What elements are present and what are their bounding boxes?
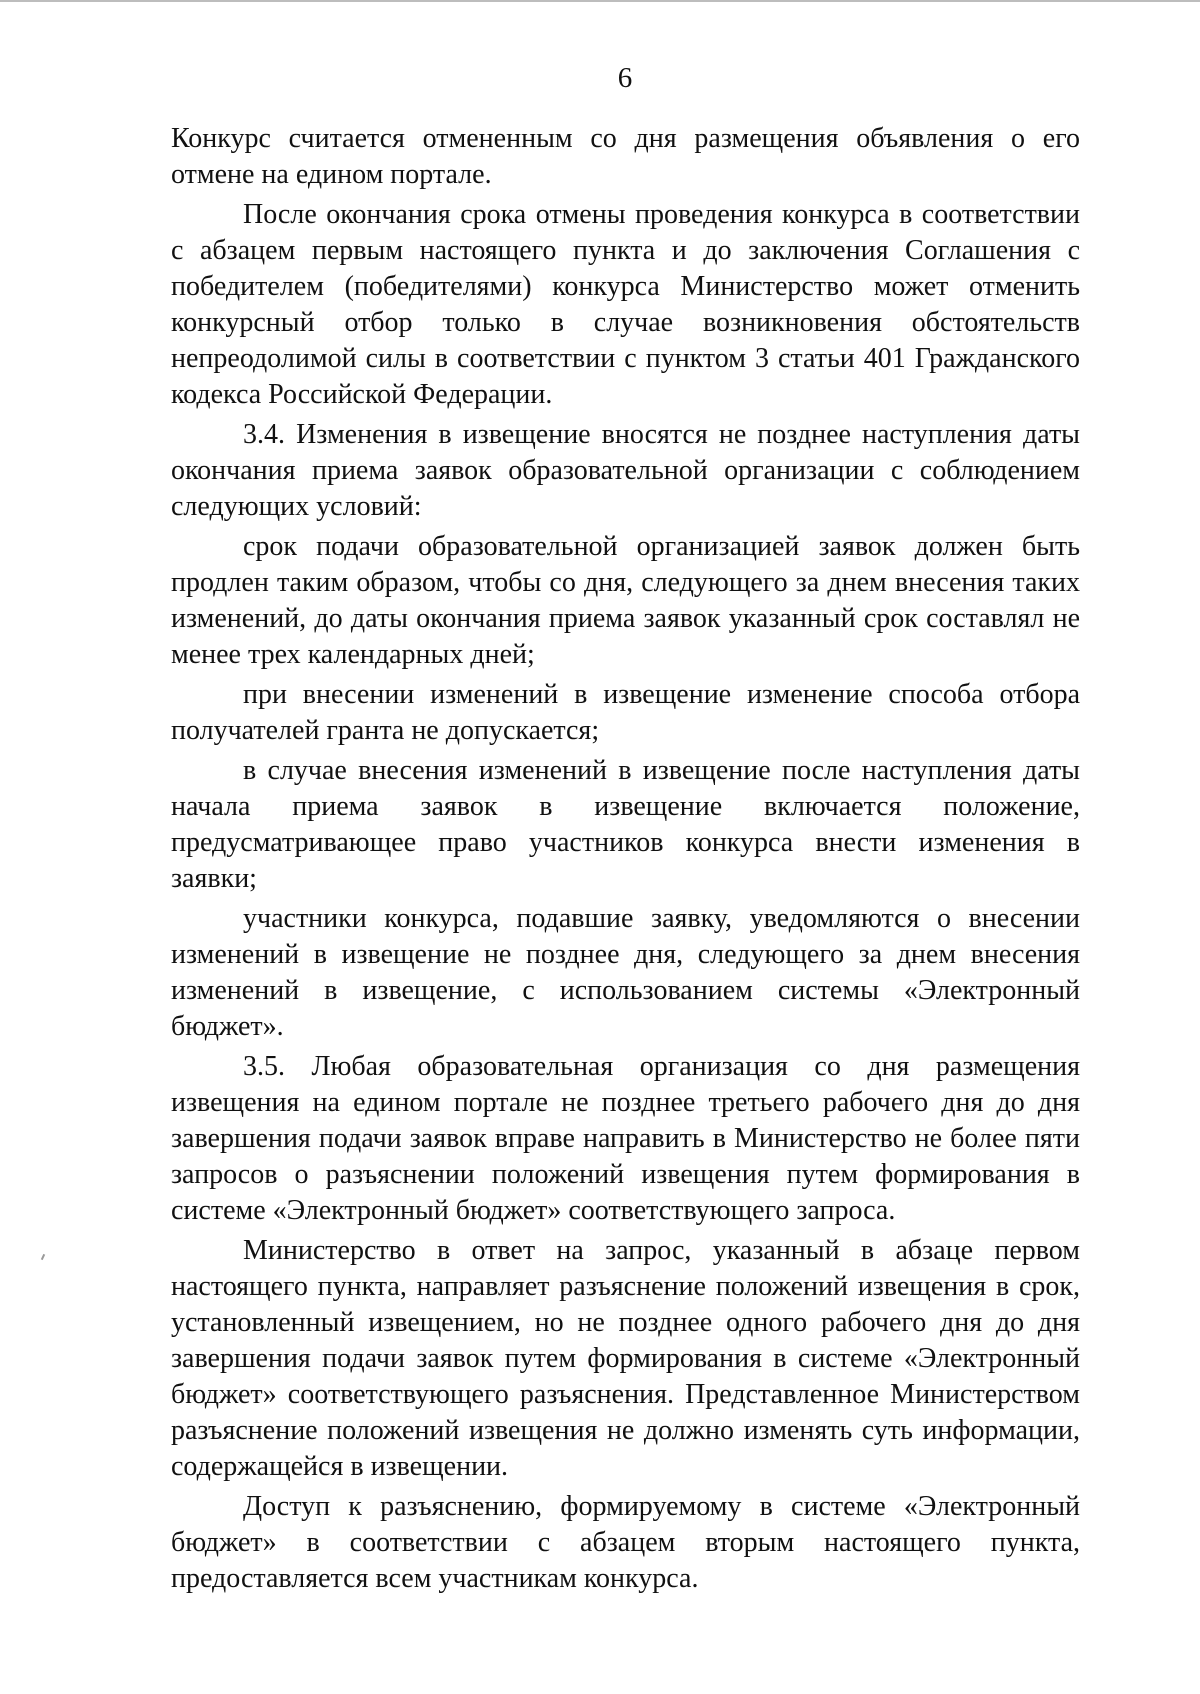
paragraph-deadline-extension: срок подачи образовательной организацией заявок должен быть продлен таким образом, чтобы со дня, следующего за днем внесения таких изменений, до даты окончания приема заявок указанный срок составлял не менее трех календарных дней; [171,531,1080,670]
paragraph-3-5-clarification-requests: 3.5. Любая образовательная организация со дня размещения извещения на едином портале не позднее третьего рабочего дня до дня завершения подачи заявок вправе направить в Министерство не более пяти запросов о разъяснении положений извещения путем формирования в системе «Электронный бюджет» соответствующего запроса. [171,1051,1080,1226]
paragraph-ministry-clarification: Министерство в ответ на запрос, указанный в абзаце первом настоящего пункта, направляет разъяснение положений извещения в срок, установленный извещением, но не позднее одного рабочего дня до дня завершения подачи заявок путем формирования в системе «Электронный бюджет» соответствующего разъяснения. Представленное Министерством разъяснение положений извещения не должно изменять суть информации, содержащейся в извещении. [171,1235,1080,1482]
scan-edge-line [0,0,1200,2]
paragraph-participant-notification: участники конкурса, подавшие заявку, уведомляются о внесении изменений в извещение не позднее дня, следующего за днем внесения изменений в извещение, с использованием системы «Электронный бюджет». [171,903,1080,1042]
scan-speck [41,1254,45,1260]
paragraph-contest-cancelled: Конкурс считается отмененным со дня размещения объявления о его отмене на едином портале. [171,123,1080,190]
document-body [171,121,1080,1597]
paragraph-cancellation-force-majeure: После окончания срока отмены проведения конкурса в соответствии с абзацем первым настоящего пункта и до заключения Соглашения с победителем (победителями) конкурса Министерство может отменить конкурсный отбор только в случае возникновения обстоятельств непреодолимой силы в соответствии с пунктом 3 статьи 401 Гражданского кодекса Российской Федерации. [171,199,1080,410]
paragraph-clarification-access: Доступ к разъяснению, формируемому в системе «Электронный бюджет» в соответствии с абзацем вторым настоящего пункта, предоставляется всем участникам конкурса. [171,1491,1080,1594]
paragraph-selection-method: при внесении изменений в извещение изменение способа отбора получателей гранта не допускается; [171,679,1080,746]
paragraph-3-4-changes: 3.4. Изменения в извещение вносятся не позднее наступления даты окончания приема заявок образовательной организации с соблюдением следующих условий: [171,419,1080,522]
paragraph-application-changes: в случае внесения изменений в извещение после наступления даты начала приема заявок в извещение включается положение, предусматривающее право участников конкурса внести изменения в заявки; [171,755,1080,894]
page-number: 6 [617,62,633,94]
